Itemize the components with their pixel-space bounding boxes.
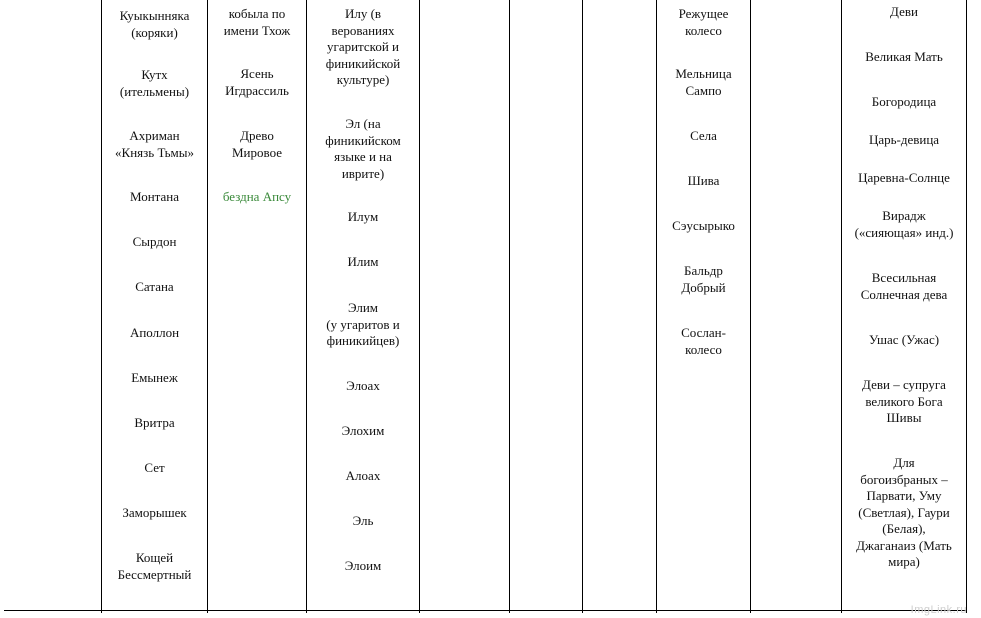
cell-text: Великая Мать [865, 49, 943, 64]
watermark: ImgLink.ru [910, 604, 967, 616]
cell-text: Илум [347, 209, 379, 224]
cell-text: Элоим [344, 558, 382, 573]
cell-text: Деви [890, 4, 918, 19]
cell-text: Древо Мировое [232, 128, 282, 160]
column-divider [509, 0, 510, 613]
cell-text: Кутх (ительмены) [119, 67, 190, 99]
cell-text: Эл (на финикийском языке и на иврите) [325, 116, 401, 181]
column-divider [582, 0, 583, 613]
cell-text-green: бездна Апсу [222, 189, 292, 204]
cell-text: Элим (у угаритов и финикийцев) [326, 300, 400, 348]
cell-text: Села [690, 128, 717, 143]
cell-text: Ахриман «Князь Тьмы» [115, 128, 194, 160]
cell-text: Сэусырыко [672, 218, 735, 233]
column-antagonists [102, 0, 207, 611]
cell-text: Кощей Бессмертный [117, 550, 192, 582]
cell-text: Илу (в верованиях угаритской и финикийской культуре) [325, 6, 401, 87]
cell-text: Аполлон [129, 325, 180, 340]
column-goddess [842, 0, 966, 611]
cell-text: кобыла по имени Тхож [223, 6, 291, 38]
column-divider [419, 0, 420, 613]
cell-text: Илим [347, 254, 379, 269]
cell-text: Вирадж («сияющая» инд.) [854, 208, 954, 240]
cell-text: Вритра [134, 415, 175, 430]
cell-text: Емынеж [131, 370, 178, 385]
column-names-el [307, 0, 419, 611]
cell-text: Куыкынняка (коряки) [119, 8, 190, 40]
cell-text: Бальдр Добрый [681, 263, 726, 295]
cell-text: Алоах [345, 468, 381, 483]
cell-text: Для богоизбраных – Парвати, Уму (Светлая), Гаури (Белая), Джаганаиз (Мать мира) [856, 455, 952, 569]
cell-text: Ушас (Ужас) [868, 332, 940, 347]
cell-text: Всесильная Солнечная дева [860, 270, 948, 302]
cell-text: Царь-девица [868, 132, 940, 147]
cell-text: Богородица [871, 94, 937, 109]
cell-text: Эль [352, 513, 374, 528]
cell-text: Сет [144, 460, 165, 475]
table [4, 0, 967, 613]
cell-text: Царевна-Солнце [858, 170, 950, 185]
table-right-border [966, 0, 967, 613]
column-3 [208, 0, 306, 611]
cell-text: Элохим [341, 423, 385, 438]
cell-text: Элоах [346, 378, 380, 393]
cell-text: Мельница Сампо [675, 66, 732, 98]
cell-text: Деви – супруга великого Бога Шивы [862, 377, 946, 425]
cell-text: Монтана [129, 189, 180, 204]
cell-text: Сырдон [132, 234, 177, 249]
cell-text: Шива [687, 173, 720, 188]
cell-text: Заморышек [122, 505, 187, 520]
cell-text: Режущее колесо [678, 6, 729, 38]
cell-text: Сослан- колесо [681, 325, 726, 357]
cell-text: Сатана [135, 279, 174, 294]
column-divider [750, 0, 751, 613]
column-8 [657, 0, 750, 611]
cell-text: Ясень Игдрассиль [225, 66, 289, 98]
